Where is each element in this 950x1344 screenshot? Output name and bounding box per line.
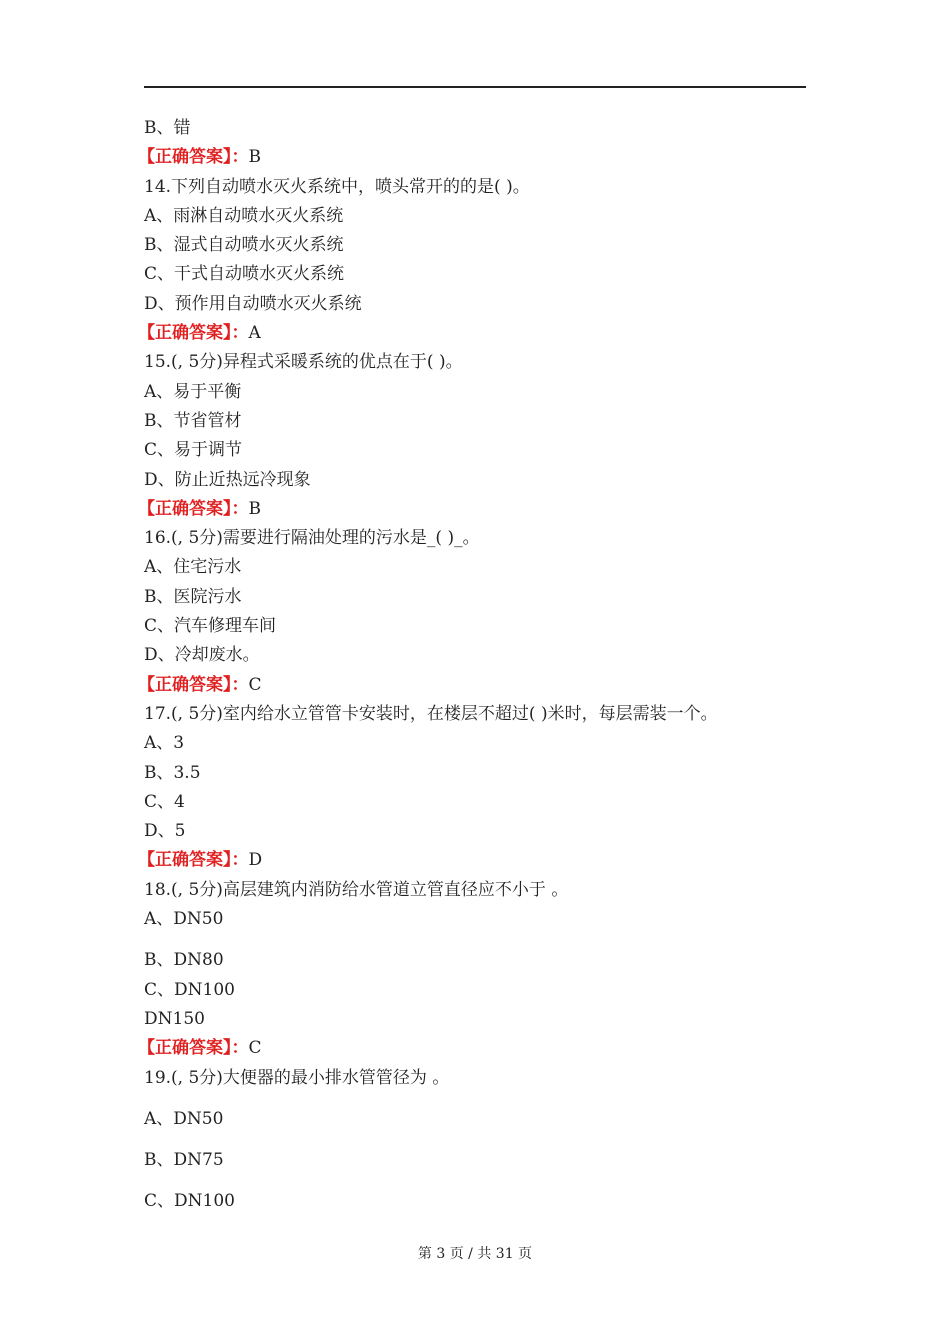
answer-value: B	[248, 147, 261, 168]
option-text: A、3	[144, 733, 185, 754]
option-text: A、雨淋自动喷水灭火系统	[144, 205, 344, 226]
option-text: C、4	[144, 791, 185, 812]
option-text: D、冷却废水。	[144, 645, 260, 666]
question-text: 17.(, 5分)室内给水立管管卡安装时，在楼层不超过( )米时，每层需装一个。	[144, 703, 718, 724]
option-text: D、预作用自动喷水灭火系统	[144, 293, 362, 314]
answer-line	[138, 846, 824, 875]
option-text: C、汽车修理车间	[144, 616, 277, 637]
answer-label: 【正确答案】：	[138, 1038, 249, 1059]
answer-label: 【正确答案】：	[138, 323, 249, 344]
answer-value: A	[248, 323, 261, 344]
question-text: 14.下列自动喷水灭火系统中，喷头常开的的是( )。	[144, 176, 530, 197]
answer-value: C	[248, 674, 262, 695]
answer-label: 【正确答案】：	[138, 498, 249, 519]
option-text: B、节省管材	[144, 410, 242, 431]
option-text: A、住宅污水	[144, 557, 242, 578]
question-text: 19.(, 5分)大便器的最小排水管管径为 。	[144, 1067, 450, 1088]
option-text: A、DN50	[144, 909, 224, 930]
option-text: B、3.5	[144, 762, 201, 783]
header-rule	[144, 86, 806, 88]
option-text: B、DN80	[144, 950, 224, 971]
option-text: B、湿式自动喷水灭火系统	[144, 235, 344, 256]
answer-line	[138, 671, 824, 700]
option-text: B、医院污水	[144, 586, 242, 607]
option-text: DN150	[144, 1008, 205, 1029]
option-text: C、易于调节	[144, 440, 243, 461]
option-text: B、错	[144, 118, 191, 138]
answer-value: C	[248, 1038, 262, 1059]
option-text: C、DN100	[144, 1191, 235, 1212]
question-text: 18.(, 5分)高层建筑内消防给水管道立管直径应不小于 。	[144, 879, 569, 900]
option-text: C、DN100	[144, 979, 235, 1000]
option-text: D、5	[144, 821, 186, 842]
page-footer: 第 3 页 / 共 31 页	[417, 1246, 533, 1262]
answer-line	[138, 143, 824, 172]
option-text: A、易于平衡	[144, 381, 242, 402]
option-text: B、DN75	[144, 1150, 224, 1171]
question-list	[138, 114, 824, 1217]
option-text: A、DN50	[144, 1108, 224, 1129]
question-text: 15.(, 5分)异程式采暖系统的优点在于( )。	[144, 352, 463, 373]
answer-value: D	[248, 850, 263, 871]
answer-label: 【正确答案】：	[138, 147, 249, 168]
answer-label: 【正确答案】：	[138, 674, 249, 695]
option-text: C、干式自动喷水灭火系统	[144, 264, 345, 285]
answer-line	[138, 495, 824, 524]
answer-label: 【正确答案】：	[138, 850, 249, 871]
option-text: D、防止近热远冷现象	[144, 469, 311, 490]
question-text: 16.(, 5分)需要进行隔油处理的污水是_( )_。	[144, 528, 480, 549]
answer-line	[138, 319, 824, 348]
answer-line	[138, 1034, 824, 1063]
answer-value: B	[248, 498, 261, 519]
